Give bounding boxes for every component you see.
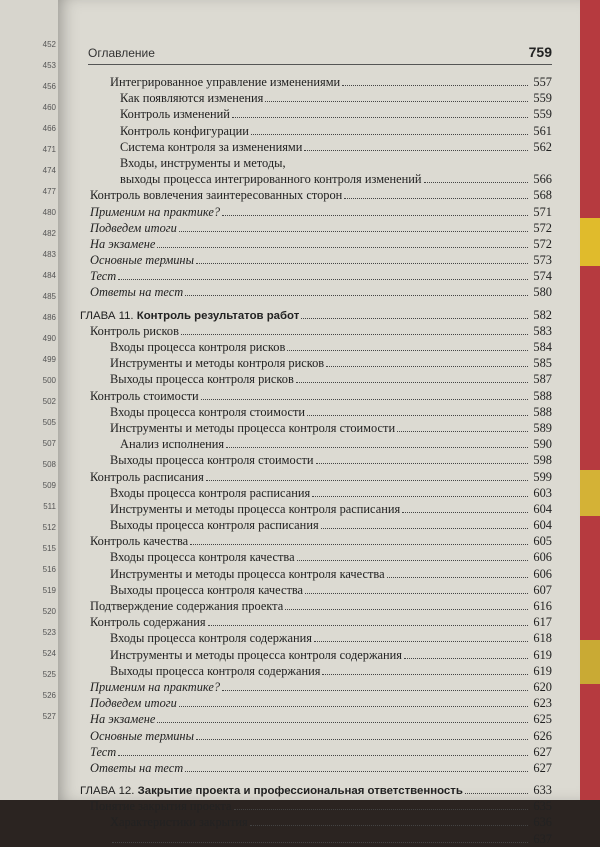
toc-page-number: 618 xyxy=(533,631,552,646)
spine-page-number: 520 xyxy=(42,607,56,616)
running-header xyxy=(88,46,552,65)
chapter-title xyxy=(80,783,463,799)
leader-dots xyxy=(424,181,528,183)
toc-page-number: 562 xyxy=(533,139,552,154)
toc-entry-label: Выходы процесса контроля стоимости xyxy=(110,453,314,468)
toc-page-number: 590 xyxy=(533,437,552,452)
toc-page-number: 607 xyxy=(533,582,552,597)
toc-page-number: 617 xyxy=(533,615,552,630)
toc-entry-label: Контроль вовлечения заинтересованных сторон xyxy=(90,188,343,203)
leader-dots xyxy=(118,278,528,280)
chapter-title xyxy=(80,308,299,324)
toc-page-number: 616 xyxy=(533,599,552,613)
page-number: 759 xyxy=(528,44,552,60)
spine-page-number: 515 xyxy=(42,544,56,553)
spine-page-number: 502 xyxy=(42,397,56,406)
toc-row xyxy=(58,760,580,776)
leader-dots xyxy=(322,673,528,675)
leader-dots xyxy=(112,841,528,843)
toc-entry-label: Тест xyxy=(90,744,117,759)
leader-dots xyxy=(321,527,528,529)
spine-page-number: 516 xyxy=(42,565,56,574)
toc-entry-label: Инструменты и методы контроля рисков xyxy=(110,356,325,371)
book-page xyxy=(58,0,580,846)
toc-row xyxy=(58,74,580,90)
leader-dots xyxy=(265,100,528,102)
toc-row xyxy=(58,436,580,452)
toc-row xyxy=(58,236,580,252)
spine-page-number: 486 xyxy=(42,313,56,322)
toc-row xyxy=(58,452,580,468)
header-title: Оглавление xyxy=(88,46,155,60)
toc-entry-label: Контроль расписания xyxy=(90,469,204,484)
spine-page-number: 509 xyxy=(42,481,56,490)
toc-page-number: 561 xyxy=(533,123,552,138)
leader-dots xyxy=(118,754,528,756)
toc-page-number: 580 xyxy=(533,285,552,300)
toc-chapter-row xyxy=(58,307,580,323)
toc-entry-label: Анализ исполнения xyxy=(120,437,225,452)
leader-dots xyxy=(305,592,528,594)
toc-page-number: 606 xyxy=(533,550,552,565)
toc-entry-label: Выходы процесса контроля содержания xyxy=(110,663,321,678)
toc-entry-label: Контроль качества xyxy=(90,534,189,549)
toc-row xyxy=(58,728,580,744)
toc-row xyxy=(58,252,580,268)
toc-page-number: 566 xyxy=(533,172,552,187)
toc-row xyxy=(58,139,580,155)
toc-page-number: 619 xyxy=(533,663,552,678)
chapter-prefix: ГЛАВА 11. xyxy=(80,309,134,322)
toc-page-number: 604 xyxy=(533,518,552,533)
toc-row xyxy=(58,323,580,339)
toc-row xyxy=(58,339,580,355)
chapter-label: Контроль результатов работ xyxy=(136,309,300,322)
leader-dots xyxy=(402,511,528,513)
spine-page-number: 452 xyxy=(42,40,56,49)
spine-page-number: 511 xyxy=(43,502,56,511)
toc-page-number: 557 xyxy=(533,75,552,89)
leader-dots xyxy=(301,317,528,319)
leader-dots xyxy=(179,705,528,707)
toc-row xyxy=(58,744,580,760)
toc-page-number: 637 xyxy=(533,831,552,846)
toc-page-number: 559 xyxy=(533,107,552,122)
spine-page-number: 453 xyxy=(42,61,56,70)
leader-dots xyxy=(234,808,529,810)
spine-page-number: 524 xyxy=(42,649,56,658)
toc-page-number: 572 xyxy=(533,220,552,235)
toc-entry-label: Входы процесса контроля качества xyxy=(110,550,295,565)
toc-page-number: 619 xyxy=(533,647,552,662)
toc-row xyxy=(58,814,580,830)
toc-row xyxy=(58,268,580,284)
leader-dots xyxy=(397,430,528,432)
toc-entry-label: Ответы на тест xyxy=(90,760,184,775)
leader-dots xyxy=(287,349,528,351)
leader-dots xyxy=(181,333,528,335)
toc-page-number: 588 xyxy=(533,388,552,403)
spine-page-number: 484 xyxy=(42,271,56,280)
leader-dots xyxy=(316,462,528,464)
toc-row xyxy=(58,469,580,485)
spine-page-number: 460 xyxy=(42,103,56,112)
toc-page-number: 582 xyxy=(533,307,552,322)
toc-entry-label: Инструменты и методы процесса контроля содержания xyxy=(110,647,402,662)
spine-page-number: 485 xyxy=(42,292,56,301)
toc-entry-label: Ответы на тест xyxy=(90,285,184,300)
spine-page-number: 500 xyxy=(42,376,56,385)
toc-page-number: 625 xyxy=(533,712,552,727)
toc-entry-label: Характеристики закрытия xyxy=(110,815,248,830)
toc-entry-label: Выходы процесса контроля расписания xyxy=(110,518,319,533)
toc-page-number: 572 xyxy=(533,236,552,251)
leader-dots xyxy=(157,246,528,248)
toc-page-number: 568 xyxy=(533,188,552,203)
leader-dots xyxy=(196,738,528,740)
toc-entry-label: Выходы процесса контроля качества xyxy=(110,582,304,597)
toc-entry-label: Основные термины xyxy=(90,253,194,268)
leader-dots xyxy=(465,792,528,794)
leader-dots xyxy=(312,495,528,497)
toc-page-number: 587 xyxy=(533,372,552,387)
toc-entry-label: Основные термины xyxy=(90,728,194,743)
leader-dots xyxy=(296,381,528,383)
leader-dots xyxy=(251,133,528,135)
toc-row xyxy=(58,549,580,565)
toc-entry-label: Контроль конфигурации xyxy=(120,123,249,138)
toc-row xyxy=(58,566,580,582)
toc-row xyxy=(58,204,580,220)
leader-dots xyxy=(404,657,528,659)
leader-dots xyxy=(196,262,528,264)
spine-page-number: 480 xyxy=(42,208,56,217)
toc-row xyxy=(58,155,580,187)
yellow-index-tab xyxy=(580,218,600,266)
yellow-index-tab-lower xyxy=(580,470,600,516)
toc-entry-label: Контроль стоимости xyxy=(90,388,199,403)
leader-dots xyxy=(206,479,528,481)
toc-page-number: 627 xyxy=(533,760,552,775)
toc-row xyxy=(58,647,580,663)
leader-dots xyxy=(250,824,528,826)
spine-page-number: 512 xyxy=(42,523,56,532)
toc-entry-label: Контроль изменений xyxy=(120,107,230,122)
spine-page-number: 471 xyxy=(42,145,56,154)
toc-entry-label: Интегрированное управление изменениями xyxy=(110,75,341,89)
spine-page-number: 525 xyxy=(42,670,56,679)
leader-dots xyxy=(285,608,528,610)
toc-entry-label-continued: выходы процесса интегрированного контроля изменений xyxy=(120,172,422,187)
spine-page-number: 507 xyxy=(42,439,56,448)
toc-page-number: 603 xyxy=(533,485,552,500)
toc-entry-label: Подведем итоги xyxy=(90,696,177,711)
toc-entry-label: Инструменты и методы процесса контроля качества xyxy=(110,566,385,581)
toc-page-number: 627 xyxy=(533,744,552,759)
toc-entry-label: Подведем итоги xyxy=(90,220,177,235)
toc-entry-label: Подтверждение содержания проекта xyxy=(90,599,284,613)
toc-entry-label: Выходы процесса контроля рисков xyxy=(110,372,294,387)
toc-entry-label: Входы процесса контроля рисков xyxy=(110,340,286,354)
spine-page-number: 505 xyxy=(42,418,56,427)
toc-row xyxy=(58,90,580,106)
toc-page-number: 571 xyxy=(533,204,552,219)
toc-row xyxy=(58,614,580,630)
toc-page-number: 559 xyxy=(533,91,552,106)
toc-row xyxy=(58,695,580,711)
toc-entry-label: Как появляются изменения xyxy=(120,91,264,106)
spine-page-number: 483 xyxy=(42,250,56,259)
toc-page-number: 574 xyxy=(533,269,552,284)
chapter-prefix: ГЛАВА 12. xyxy=(80,785,135,798)
leader-dots xyxy=(226,446,528,448)
toc-row xyxy=(58,598,580,614)
toc-row xyxy=(58,517,580,533)
toc-page-number: 623 xyxy=(533,696,552,711)
toc-row xyxy=(58,798,580,814)
leader-dots xyxy=(232,116,528,118)
toc-entry-label: Контроль рисков xyxy=(90,323,179,338)
toc-row xyxy=(58,533,580,549)
toc-page-number: 573 xyxy=(533,253,552,268)
spine-page-number: 519 xyxy=(42,586,56,595)
leader-dots xyxy=(297,559,528,561)
leader-dots xyxy=(304,149,528,151)
toc-row xyxy=(58,355,580,371)
toc-entry-label: Применим на практике? xyxy=(90,204,221,219)
toc-entry-label: Входы, инструменты и методы, xyxy=(120,155,286,170)
toc-page-number: 589 xyxy=(533,420,552,435)
spine-page-number: 527 xyxy=(42,712,56,721)
leader-dots xyxy=(314,640,528,642)
spine-page-number: 482 xyxy=(42,229,56,238)
leader-dots xyxy=(222,214,528,216)
toc-row xyxy=(58,420,580,436)
toc-entry-label: Применим на практике? xyxy=(90,679,221,694)
leader-dots xyxy=(185,770,528,772)
leader-dots xyxy=(208,624,528,626)
toc-page-number: 620 xyxy=(533,679,552,694)
toc-row xyxy=(58,831,580,847)
toc-row xyxy=(58,106,580,122)
toc-page-number: 583 xyxy=(533,323,552,338)
leader-dots xyxy=(222,689,528,691)
spine-page-number: 490 xyxy=(42,334,56,343)
leader-dots xyxy=(185,294,528,296)
toc-row xyxy=(58,630,580,646)
toc-row xyxy=(58,663,580,679)
spine-page-number: 499 xyxy=(42,355,56,364)
toc-chapter-row xyxy=(58,782,580,798)
spine-page-number: 474 xyxy=(42,166,56,175)
leader-dots xyxy=(342,84,528,86)
toc-entry-label: Тест xyxy=(90,269,117,284)
toc-entry-label: Входы процесса контроля стоимости xyxy=(110,404,306,419)
leader-dots xyxy=(179,230,528,232)
toc-row xyxy=(58,220,580,236)
spine-page-number: 523 xyxy=(42,628,56,637)
leader-dots xyxy=(157,721,528,723)
toc-page-number: 635 xyxy=(533,799,552,814)
toc-page-number: 599 xyxy=(533,469,552,484)
leader-dots xyxy=(387,576,528,578)
toc-page-number: 626 xyxy=(533,728,552,743)
toc-entry-label: Инструменты и методы процесса контроля стоимости xyxy=(110,420,396,435)
spine-page-number: 456 xyxy=(42,82,56,91)
toc-page-number: 604 xyxy=(533,501,552,516)
leader-dots xyxy=(201,398,528,400)
spine-page-number: 508 xyxy=(42,460,56,469)
spine-page-number: 526 xyxy=(42,691,56,700)
leader-dots xyxy=(326,365,528,367)
toc-row xyxy=(58,501,580,517)
toc-row xyxy=(58,187,580,203)
toc-entry-label: Понятие закрытия проекта xyxy=(90,799,232,814)
toc-row xyxy=(58,371,580,387)
toc-entry-label: Инструменты и методы процесса контроля расписания xyxy=(110,501,401,516)
toc-row xyxy=(58,582,580,598)
toc-page-number: 636 xyxy=(533,815,552,830)
toc-row xyxy=(58,404,580,420)
leader-dots xyxy=(344,197,528,199)
toc-page-number: 605 xyxy=(533,534,552,549)
toc-row xyxy=(58,388,580,404)
toc-page-number: 633 xyxy=(533,783,552,798)
yellow-index-tab-bottom xyxy=(580,640,600,684)
toc-entry-label: Система контроля за изменениями xyxy=(120,139,303,154)
spine-page-number: 477 xyxy=(42,187,56,196)
toc-page-number: 584 xyxy=(533,340,552,354)
toc-entry-label: Входы процесса контроля расписания xyxy=(110,485,311,500)
toc-entry-label: Контроль содержания xyxy=(90,615,206,630)
toc-entry-label: Входы процесса контроля содержания xyxy=(110,631,312,646)
toc-page-number: 588 xyxy=(533,404,552,419)
toc-row xyxy=(58,123,580,139)
toc-page-number: 598 xyxy=(533,453,552,468)
spine-page-number: 466 xyxy=(42,124,56,133)
leader-dots xyxy=(190,543,528,545)
toc-row xyxy=(58,284,580,300)
chapter-label: Закрытие проекта и профессиональная ответственность xyxy=(137,785,463,798)
toc-page-number: 585 xyxy=(533,356,552,371)
toc-row xyxy=(58,485,580,501)
toc-entry-label: На экзамене xyxy=(90,712,156,727)
table-of-contents xyxy=(58,74,580,847)
toc-row xyxy=(58,711,580,727)
toc-page-number: 606 xyxy=(533,566,552,581)
leader-dots xyxy=(307,414,528,416)
previous-pages-edge xyxy=(0,0,62,800)
toc-entry-label: На экзамене xyxy=(90,236,156,251)
toc-row xyxy=(58,679,580,695)
